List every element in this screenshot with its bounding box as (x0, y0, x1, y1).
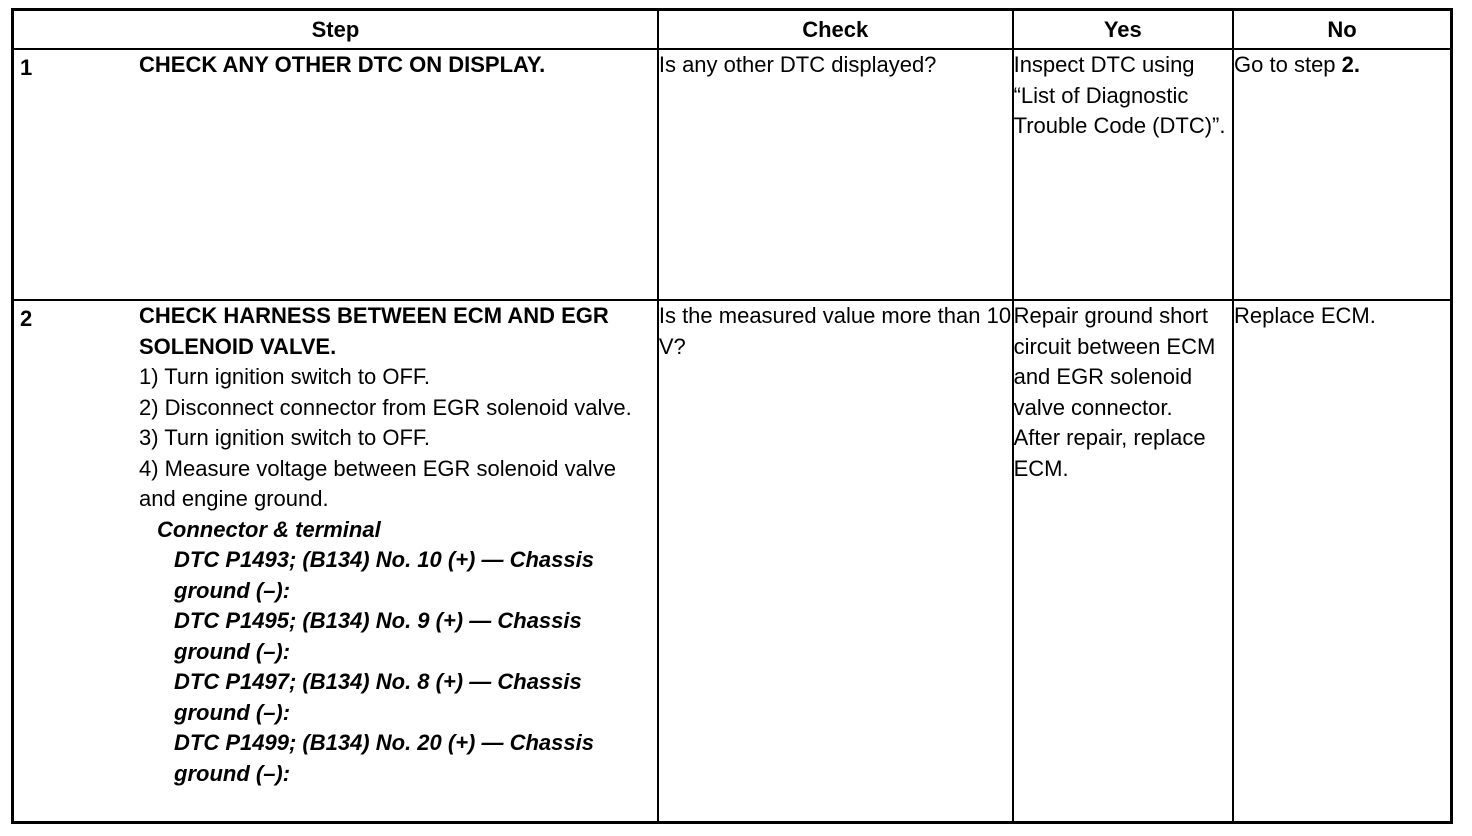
step-title: CHECK HARNESS BETWEEN ECM AND EGR SOLENOID VALVE. (139, 303, 609, 359)
step-number: 1 (20, 55, 33, 80)
connector-heading: Connector & terminal (157, 516, 381, 542)
procedure-step: 4) Measure voltage between EGR solenoid valve and engine ground. (139, 455, 616, 511)
diagnostic-table (11, 8, 1453, 824)
no-step-link: 2. (1341, 52, 1361, 77)
yes-cell (1013, 300, 1233, 823)
check-cell: Is the measured value more than 10 V? (658, 300, 1013, 823)
yes-text: After repair, replace ECM. (1013, 425, 1206, 481)
check-cell: Is any other DTC displayed? (658, 49, 1013, 300)
header-check: Check (658, 10, 1013, 50)
step-cell (13, 49, 658, 300)
connector-item: DTC P1497; (B134) No. 8 (+) — Chassis ground (–): (174, 669, 582, 725)
no-cell: Replace ECM. (1233, 300, 1451, 823)
connector-item: DTC P1499; (B134) No. 20 (+) — Chassis ground (–): (174, 730, 594, 786)
yes-cell: Inspect DTC using “List of Diagnostic Trouble Code (DTC)”. (1013, 49, 1233, 300)
procedure-step: 2) Disconnect connector from EGR solenoid valve. (139, 394, 632, 420)
no-text: Go to step (1234, 52, 1342, 77)
header-step: Step (13, 10, 658, 50)
procedure-step: 3) Turn ignition switch to OFF. (139, 425, 430, 450)
step-number: 2 (20, 306, 33, 331)
step-title: CHECK ANY OTHER DTC ON DISPLAY. (139, 52, 546, 77)
header-row (13, 10, 1452, 50)
header-yes: Yes (1013, 10, 1233, 50)
yes-text: Repair ground short circuit between ECM and EGR solenoid valve connector. (1013, 303, 1216, 420)
connector-item: DTC P1495; (B134) No. 9 (+) — Chassis ground (–): (174, 608, 582, 664)
no-cell (1233, 49, 1451, 300)
connector-item: DTC P1493; (B134) No. 10 (+) — Chassis ground (–): (174, 547, 594, 603)
header-no: No (1233, 10, 1451, 50)
table-row (13, 49, 1452, 300)
step-cell (13, 300, 658, 823)
procedure-step: 1) Turn ignition switch to OFF. (139, 364, 430, 389)
table-row (13, 300, 1452, 823)
